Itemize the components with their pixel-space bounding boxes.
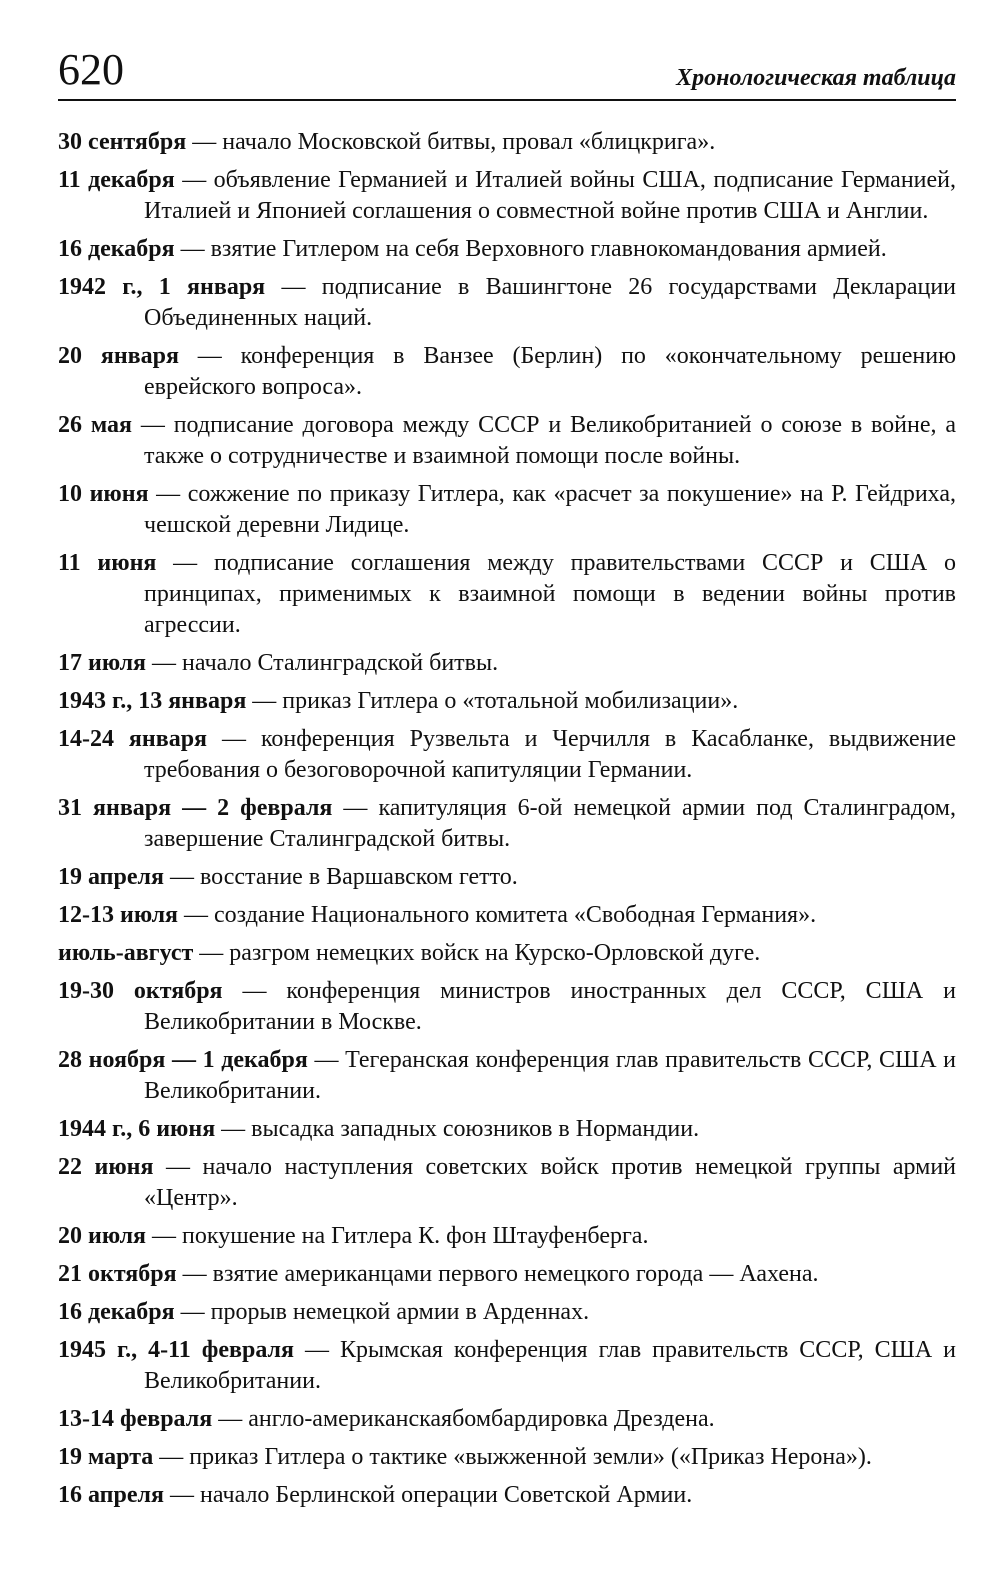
entry-date: 30 сентября bbox=[58, 129, 187, 155]
entry-text: конференция Рузвельта и Черчилля в Касабланке, выдвижение требования о безоговорочной капитуляции Германии. bbox=[144, 726, 956, 783]
entry-text: подписание договора между СССР и Великобританией о союзе в войне, а также о сотрудничестве и взаимной помощи после войны. bbox=[144, 412, 957, 469]
entry-text: Тегеранская конференция глав правительств СССР, США и Великобритании. bbox=[144, 1047, 957, 1104]
entry-date: июль-август bbox=[58, 940, 194, 966]
chronology-entry: 16 декабря — прорыв немецкой армии в Арденнах. bbox=[58, 1299, 590, 1325]
chronology-entry: 30 сентября — начало Московской битвы, провал «блицкрига». bbox=[58, 129, 716, 155]
chronology-entry: 1942 г., 1 января — подписание в Вашингтоне 26 государствами Декларации Объединенных наций. bbox=[58, 274, 957, 331]
chronology-entry: 16 апреля — начало Берлинской операции Советской Армии. bbox=[58, 1482, 693, 1508]
entry-text: подписание соглашения между правительствами СССР и США о принципах, применимых к взаимной помощи в ведении войны против агрессии. bbox=[144, 550, 957, 638]
entry-date: 14-24 января bbox=[58, 726, 208, 752]
entry-text: начало Берлинской операции Советской Армии. bbox=[199, 1482, 693, 1508]
entry-text: высадка западных союзников в Нормандии. bbox=[251, 1116, 700, 1142]
entry-text: взятие американцами первого немецкого города — Аахена. bbox=[212, 1261, 819, 1287]
chronology-entry: 1945 г., 4-11 февраля — Крымская конференция глав правительств СССР, США и Великобритании. bbox=[58, 1337, 957, 1394]
entry-date: 28 ноября — 1 декабря bbox=[58, 1047, 308, 1073]
chronology-entry: 16 декабря — взятие Гитлером на себя Верховного главнокомандования армией. bbox=[58, 236, 887, 262]
entry-date: 22 июня bbox=[58, 1154, 154, 1180]
chronology-entry: 14-24 января — конференция Рузвельта и Черчилля в Касабланке, выдвижение требования о безоговорочной капитуляции Германии. bbox=[58, 726, 956, 783]
entry-date: 16 апреля bbox=[58, 1482, 164, 1508]
running-title: Хронологическая таблица bbox=[676, 65, 956, 91]
chronology-entry: 19 марта — приказ Гитлера о тактике «выжженной земли» («Приказ Нерона»). bbox=[58, 1444, 872, 1470]
entry-date: 17 июля bbox=[58, 650, 147, 676]
chronology-entry: 20 июля — покушение на Гитлера К. фон Штауфенберга. bbox=[58, 1223, 649, 1249]
entry-date: 11 декабря bbox=[58, 167, 175, 193]
entry-text: начало наступления советских войск против немецкой группы армий «Центр». bbox=[144, 1154, 957, 1211]
entry-date: 20 января bbox=[58, 343, 179, 369]
chronology-entry: 28 ноября — 1 декабря — Тегеранская конференция глав правительств СССР, США и Великобритании. bbox=[58, 1047, 957, 1104]
entry-text: капитуляция 6-ой немецкой армии под Сталинградом, завершение Сталинградской битвы. bbox=[144, 795, 956, 852]
entry-text: англо-американскаябомбардировка Дрездена. bbox=[248, 1406, 715, 1432]
chronology-entry: 1944 г., 6 июня — высадка западных союзников в Нормандии. bbox=[58, 1116, 700, 1142]
entry-date: 31 января — 2 февраля bbox=[58, 795, 333, 821]
entry-date: 16 декабря bbox=[58, 1299, 175, 1325]
chronology-entry: 13-14 февраля — англо-американскаябомбардировка Дрездена. bbox=[58, 1406, 715, 1432]
entry-date: 19 апреля bbox=[58, 864, 164, 890]
entry-date: 1943 г., 13 января bbox=[58, 688, 247, 714]
entry-text: приказ Гитлера о «тотальной мобилизации». bbox=[282, 688, 739, 714]
chronology-entry: 31 января — 2 февраля — капитуляция 6-ой немецкой армии под Сталинградом, завершение Сталинградской битвы. bbox=[58, 795, 956, 852]
entry-text: восстание в Варшавском гетто. bbox=[199, 864, 518, 890]
chronology-entry: 21 октября — взятие американцами первого немецкого города — Аахена. bbox=[58, 1261, 819, 1287]
entry-text: разгром немецких войск на Курско-Орловской дуге. bbox=[229, 940, 761, 966]
entry-date: 19-30 октября bbox=[58, 978, 223, 1004]
entry-date: 20 июля bbox=[58, 1223, 147, 1249]
entry-text: начало Московской битвы, провал «блицкрига». bbox=[222, 129, 716, 155]
entry-text: конференция министров иностранных дел СССР, США и Великобритании в Москве. bbox=[144, 978, 957, 1035]
entry-date: 1945 г., 4-11 февраля bbox=[58, 1337, 294, 1363]
entry-date: 10 июня bbox=[58, 481, 149, 507]
entry-date: 1942 г., 1 января bbox=[58, 274, 266, 300]
entry-text: Крымская конференция глав правительств СССР, США и Великобритании. bbox=[144, 1337, 957, 1394]
chronology-entry: 22 июня — начало наступления советских войск против немецкой группы армий «Центр». bbox=[58, 1154, 957, 1211]
chronology-entry: 10 июня — сожжение по приказу Гитлера, как «расчет за покушение» на Р. Гейдриха, чешской деревни Лидице. bbox=[58, 481, 956, 538]
chronology-list bbox=[58, 127, 956, 1518]
entry-date: 21 октября bbox=[58, 1261, 177, 1287]
entry-text: объявление Германией и Италией войны США, подписание Германией, Италией и Японией соглашения о совместной войне против США и Англии. bbox=[144, 167, 957, 224]
entry-text: покушение на Гитлера К. фон Штауфенберга. bbox=[182, 1223, 649, 1249]
entry-text: начало Сталинградской битвы. bbox=[182, 650, 499, 676]
chronology-entry: июль-август — разгром немецких войск на Курско-Орловской дуге. bbox=[58, 940, 761, 966]
entry-date: 19 марта bbox=[58, 1444, 154, 1470]
entry-text: взятие Гитлером на себя Верховного главнокомандования армией. bbox=[210, 236, 887, 262]
entry-text: сожжение по приказу Гитлера, как «расчет за покушение» на Р. Гейдриха, чешской деревни Лидице. bbox=[144, 481, 956, 538]
chronology-entry: 26 мая — подписание договора между СССР и Великобританией о союзе в войне, а также о сотрудничестве и взаимной помощи после войны. bbox=[58, 412, 957, 469]
entry-text: конференция в Ванзее (Берлин) по «окончательному решению еврейского вопроса». bbox=[144, 343, 957, 400]
entry-date: 12-13 июля bbox=[58, 902, 179, 928]
entry-date: 16 декабря bbox=[58, 236, 175, 262]
entry-text: создание Национального комитета «Свободная Германия». bbox=[214, 902, 817, 928]
entry-date: 13-14 февраля bbox=[58, 1406, 213, 1432]
entry-date: 26 мая bbox=[58, 412, 133, 438]
chronology-entry: 17 июля — начало Сталинградской битвы. bbox=[58, 650, 499, 676]
chronology-entry: 20 января — конференция в Ванзее (Берлин) по «окончательному решению еврейского вопроса». bbox=[58, 343, 957, 400]
entry-date: 1944 г., 6 июня bbox=[58, 1116, 216, 1142]
chronology-entry: 12-13 июля — создание Национального комитета «Свободная Германия». bbox=[58, 902, 817, 928]
entry-text: приказ Гитлера о тактике «выжженной земли» («Приказ Нерона»). bbox=[189, 1444, 872, 1470]
page-header bbox=[58, 45, 956, 101]
chronology-entry: 1943 г., 13 января — приказ Гитлера о «тотальной мобилизации». bbox=[58, 688, 739, 714]
entry-text: прорыв немецкой армии в Арденнах. bbox=[210, 1299, 590, 1325]
chronology-entry: 11 декабря — объявление Германией и Италией войны США, подписание Германией, Италией и Японией соглашения о совместной войне против США и Англии. bbox=[58, 167, 957, 224]
entry-date: 11 июня bbox=[58, 550, 157, 576]
page-number: 620 bbox=[58, 45, 124, 94]
entry-text: подписание в Вашингтоне 26 государствами Декларации Объединенных наций. bbox=[144, 274, 957, 331]
chronology-entry: 19-30 октября — конференция министров иностранных дел СССР, США и Великобритании в Москве. bbox=[58, 978, 957, 1035]
chronology-entry: 11 июня — подписание соглашения между правительствами СССР и США о принципах, применимых к взаимной помощи в ведении войны против агрессии. bbox=[58, 550, 957, 638]
chronology-entry: 19 апреля — восстание в Варшавском гетто. bbox=[58, 864, 518, 890]
